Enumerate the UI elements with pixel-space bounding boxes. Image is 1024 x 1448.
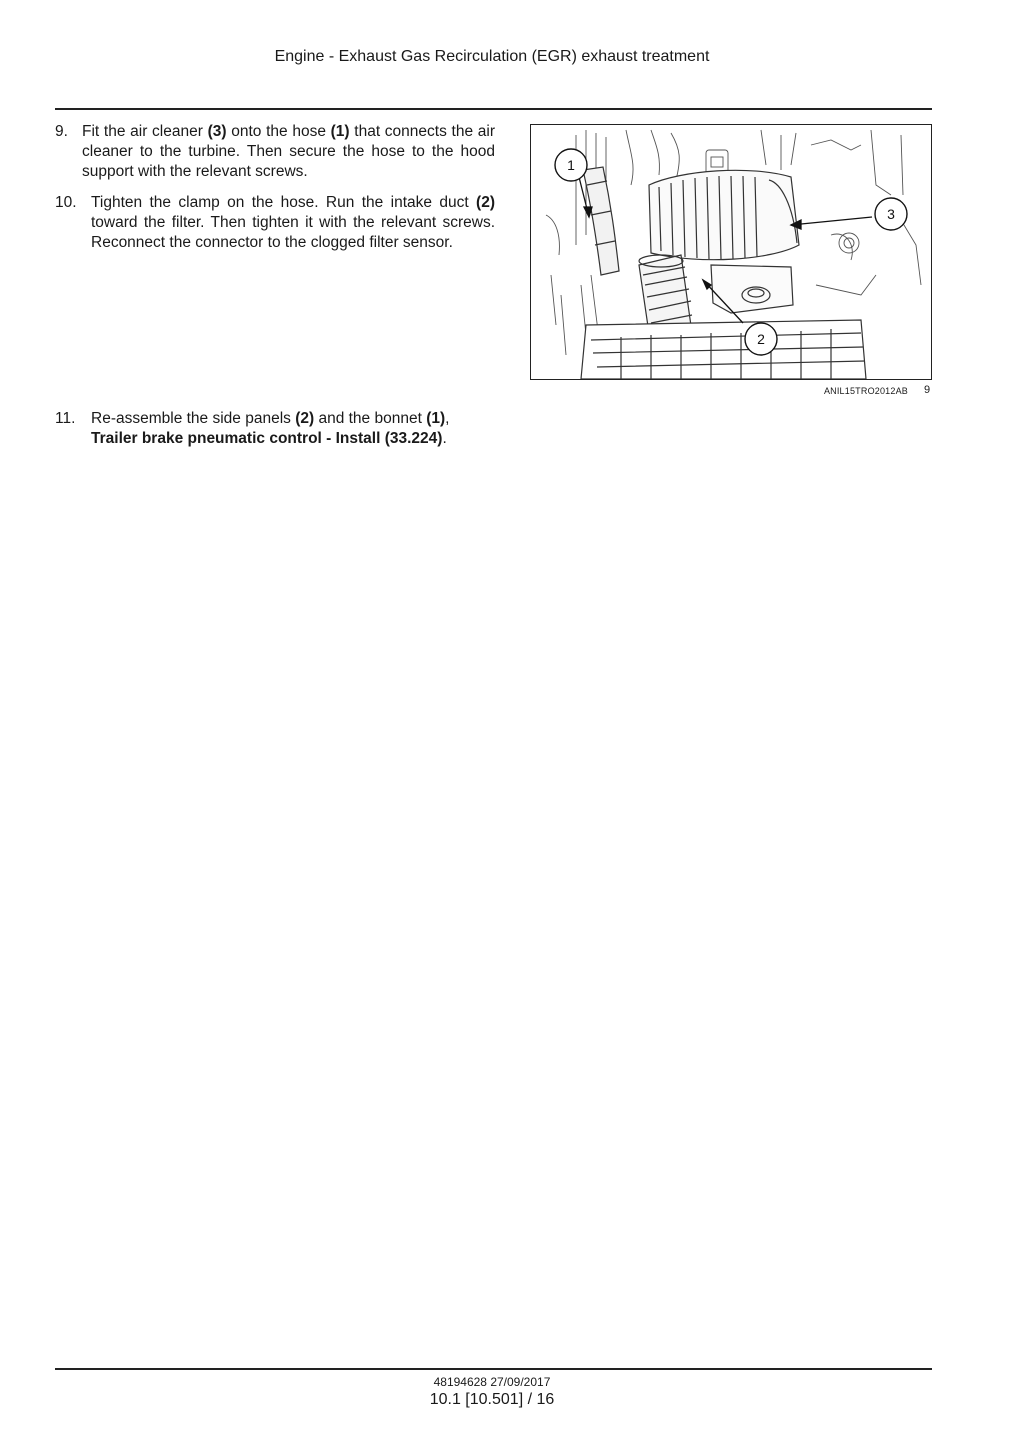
step-text: Fit the air cleaner (3) onto the hose (1) that connects the air cleaner to the turbine. Then secure the hose to the hood support with the relevant screws.: [82, 123, 495, 180]
header-divider: [55, 108, 932, 110]
step-11: [55, 409, 495, 449]
figure-number: 9: [924, 384, 931, 396]
step-text: Re-assemble the side panels (2) and the bonnet (1), Trailer brake pneumatic control - Install (33.224).: [91, 410, 450, 447]
hose: [583, 167, 619, 275]
footer-divider: [55, 1368, 932, 1370]
step-10: [55, 193, 495, 253]
callout-2: [745, 323, 777, 355]
callout-1-label: 1: [567, 157, 575, 173]
front-grille: [581, 320, 866, 379]
footer-document-id: 48194628 27/09/2017: [433, 1375, 551, 1389]
air-cleaner-body: [649, 170, 799, 259]
callout-3-label: 3: [887, 206, 895, 222]
engine-illustration: [530, 124, 932, 380]
callout-3: [875, 198, 907, 230]
callout-2-label: 2: [757, 331, 765, 347]
figure-caption: ANIL15TRO2012AB: [823, 386, 908, 396]
cross-reference-link[interactable]: Trailer brake pneumatic control - Install (33.224): [91, 430, 443, 447]
step-number: 11.: [55, 410, 76, 427]
footer-page-number: 10.1 [10.501] / 16: [429, 1391, 555, 1408]
step-text: Tighten the clamp on the hose. Run the intake duct (2) toward the filter. Then tighten it with the relevant screws. Reconnect the connector to the clogged filter sensor.: [91, 194, 495, 251]
step-9: [55, 122, 495, 182]
step-number: 9.: [55, 123, 68, 140]
page-header-title: Engine - Exhaust Gas Recirculation (EGR) exhaust treatment: [274, 48, 710, 65]
callout-1: [555, 149, 587, 181]
step-number: 10.: [55, 194, 77, 211]
reservoir: [711, 265, 793, 313]
